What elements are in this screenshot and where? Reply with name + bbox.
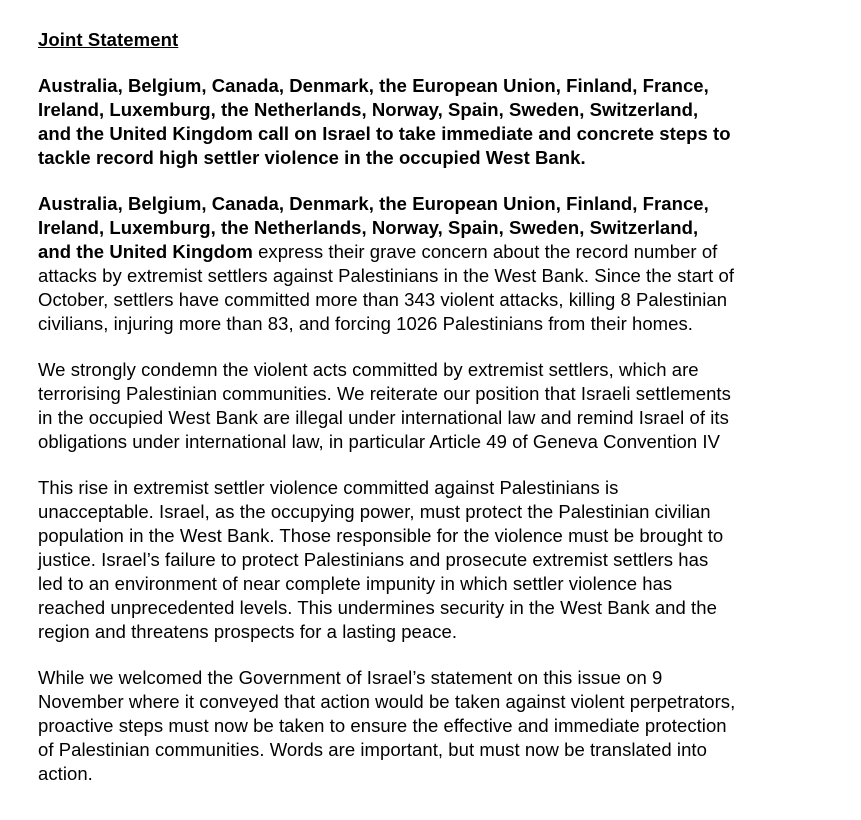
- document-title: Joint Statement: [38, 29, 179, 50]
- text-line: attacks by extremist settlers against Palestinians in the West Bank. Since the start of: [38, 265, 735, 286]
- text-line: November where it conveyed that action would be taken against violent perpetrators,: [38, 691, 736, 712]
- text-line: terrorising Palestinian communities. We reiterate our position that Israeli settlements: [38, 383, 731, 404]
- text-line: reached unprecedented levels. This undermines security in the West Bank and the: [38, 597, 717, 618]
- text-line: led to an environment of near complete impunity in which settler violence has: [38, 573, 673, 594]
- text-line: Australia, Belgium, Canada, Denmark, the European Union, Finland, France,: [38, 75, 709, 96]
- text-line: in the occupied West Bank are illegal under international law and remind Israel of its: [38, 407, 729, 428]
- lead-continuation: express their grave concern about the record number of: [252, 241, 718, 262]
- text-line: of Palestinian communities. Words are important, but must now be translated into: [38, 739, 707, 760]
- paragraph-grave-concern: [38, 192, 828, 336]
- text-line: October, settlers have committed more than 343 violent attacks, killing 8 Palestinian: [38, 289, 728, 310]
- paragraph-signatories-call: [38, 74, 828, 170]
- bold-lead: and the United Kingdom: [38, 241, 253, 262]
- text-line: While we welcomed the Government of Israel’s statement on this issue on 9: [38, 667, 663, 688]
- text-line-mixed: [38, 240, 828, 264]
- text-line: obligations under international law, in particular Article 49 of Geneva Convention IV: [38, 431, 720, 452]
- text-line: and the United Kingdom call on Israel to take immediate and concrete steps to: [38, 123, 731, 144]
- text-line: region and threatens prospects for a lasting peace.: [38, 621, 458, 642]
- paragraph-unacceptable: [38, 476, 828, 644]
- text-line: action.: [38, 763, 93, 784]
- text-line: civilians, injuring more than 83, and forcing 1026 Palestinians from their homes.: [38, 313, 693, 334]
- paragraph-proactive-steps: [38, 666, 828, 786]
- text-line: proactive steps must now be taken to ensure the effective and immediate protection: [38, 715, 727, 736]
- text-line: We strongly condemn the violent acts committed by extremist settlers, which are: [38, 359, 699, 380]
- document-page: [38, 28, 828, 808]
- text-line: Ireland, Luxemburg, the Netherlands, Norway, Spain, Sweden, Switzerland,: [38, 99, 699, 120]
- paragraph-condemnation: [38, 358, 828, 454]
- text-line-bold: Ireland, Luxemburg, the Netherlands, Norway, Spain, Sweden, Switzerland,: [38, 217, 699, 238]
- text-line: This rise in extremist settler violence committed against Palestinians is: [38, 477, 619, 498]
- text-line: justice. Israel’s failure to protect Palestinians and prosecute extremist settlers has: [38, 549, 709, 570]
- text-line: population in the West Bank. Those responsible for the violence must be brought to: [38, 525, 724, 546]
- text-line: tackle record high settler violence in the occupied West Bank.: [38, 147, 586, 168]
- text-line: unacceptable. Israel, as the occupying power, must protect the Palestinian civilian: [38, 501, 711, 522]
- text-line-bold: Australia, Belgium, Canada, Denmark, the European Union, Finland, France,: [38, 193, 709, 214]
